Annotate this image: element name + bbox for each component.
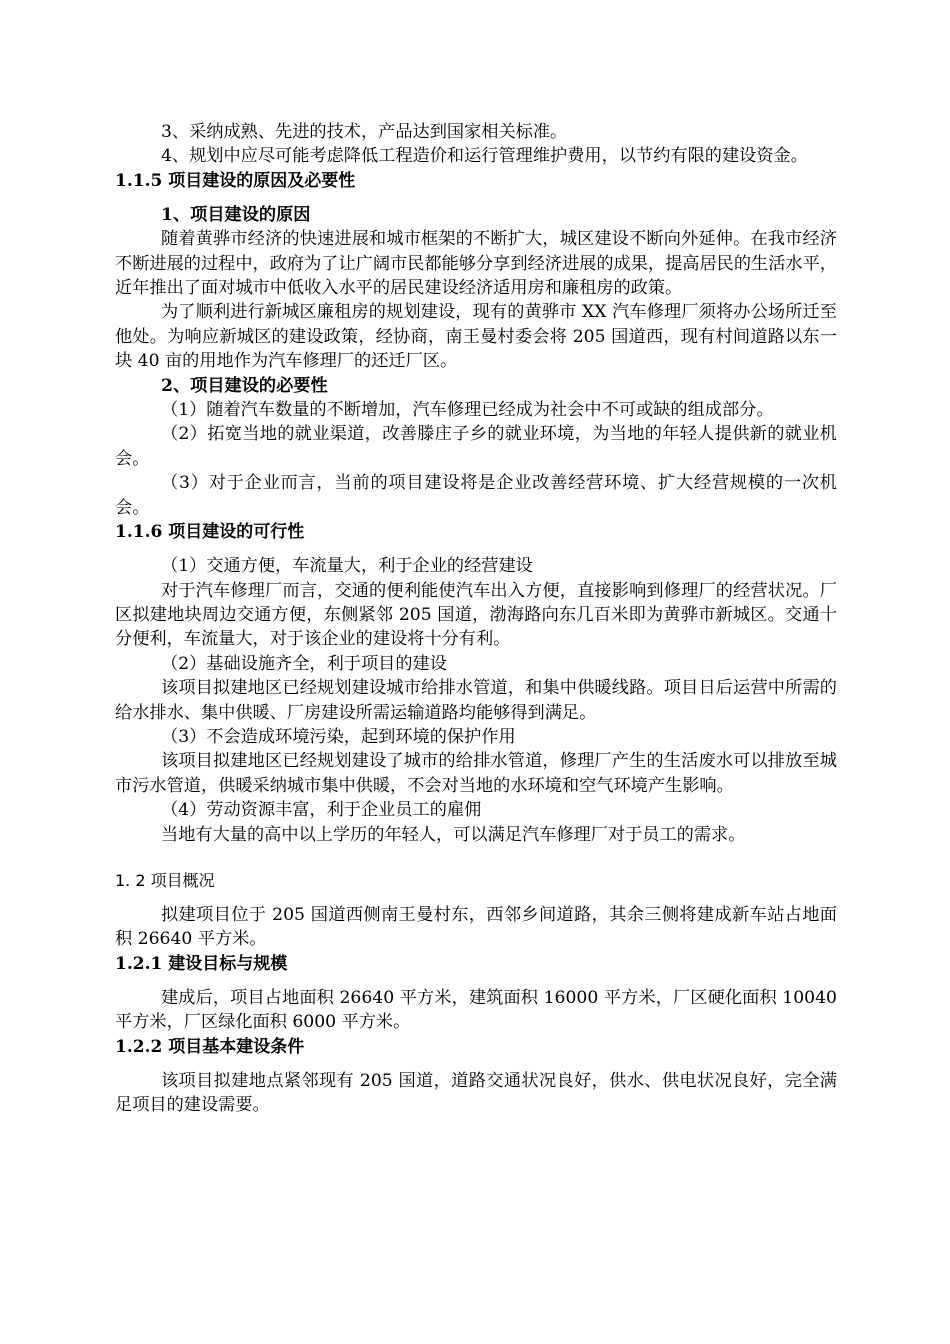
document-page (115, 120, 837, 1117)
necessity-item-2: （2）拓宽当地的就业渠道，改善滕庄子乡的就业环境，为当地的年轻人提供新的就业机会。 (115, 424, 837, 469)
paragraph-reason-2: 为了顺利进行新城区廉租房的规划建设，现有的黄骅市 XX 汽车修理厂须将办公场所迁至他处。为响应新城区的建设政策，经协商，南王曼村委会将 205 国道西，现有村间道路以东一块 40 亩的用地作为汽车修理厂的还迁厂区。 (115, 302, 837, 372)
section-heading-1-2: 1. 2 项目概况 (115, 870, 215, 890)
overview-paragraph: 拟建项目位于 205 国道西侧南王曼村东，西邻乡间道路，其余三侧将建成新车站占地面积 26640 平方米。 (115, 904, 837, 950)
feasibility-item-2-title: （2）基础设施齐全，利于项目的建设 (161, 653, 447, 674)
feasibility-item-2-body: 该项目拟建地区已经规划建设城市给排水管道，和集中供暖线路。项目日后运营中所需的给水排水、集中供暖、厂房建设所需运输道路均能够得到满足。 (115, 678, 837, 723)
list-item-3: 3、采纳成熟、先进的技术，产品达到国家相关标准。 (161, 122, 568, 142)
feasibility-item-3-title: （3）不会造成环境污染，起到环境的保护作用 (161, 726, 516, 747)
necessity-item-3: （3）对于企业而言，当前的项目建设将是企业改善经营环境、扩大经营规模的一次机会。 (115, 473, 837, 518)
section-heading-1-1-6: 1.1.6 项目建设的可行性 (115, 522, 305, 543)
feasibility-item-4-body: 当地有大量的高中以上学历的年轻人，可以满足汽车修理厂对于员工的需求。 (161, 824, 746, 845)
feasibility-item-1-body: 对于汽车修理厂而言，交通的便利能使汽车出入方便，直接影响到修理厂的经营状况。厂区拟建地块周边交通方便，东侧紧邻 205 国道，渤海路向东几百米即为黄骅市新城区。交通十分便利，车流量大，对于该企业的建设将十分有利。 (115, 580, 837, 650)
goal-paragraph: 建成后，项目占地面积 26640 平方米，建筑面积 16000 平方米，厂区硬化面积 10040 平方米，厂区绿化面积 6000 平方米。 (115, 987, 837, 1033)
necessity-item-1: （1）随着汽车数量的不断增加，汽车修理已经成为社会中不可或缺的组成部分。 (161, 400, 774, 421)
feasibility-item-4-title: （4）劳动资源丰富，利于企业员工的雇佣 (161, 800, 482, 821)
paragraph-reason-1: 随着黄骅市经济的快速进展和城市框架的不断扩大，城区建设不断向外延伸。在我市经济不断进展的过程中，政府为了让广阔市民都能够分享到经济进展的成果，提高居民的生活水平，近年推出了面对城市中低收入水平的居民建设经济适用房和廉租房的政策。 (115, 229, 837, 299)
subheading-necessity: 2、项目建设的必要性 (161, 375, 328, 396)
subheading-reason: 1、项目建设的原因 (161, 204, 311, 225)
list-item-4: 4、规划中应尽可能考虑降低工程造价和运行管理维护费用，以节约有限的建设资金。 (161, 146, 808, 167)
feasibility-item-3-body: 该项目拟建地区已经规划建设了城市的给排水管道，修理厂产生的生活废水可以排放至城市污水管道，供暖采纳城市集中供暖，不会对当地的水环境和空气环境产生影响。 (115, 751, 837, 796)
section-heading-1-2-1: 1.2.1 建设目标与规模 (115, 953, 288, 974)
section-heading-1-2-2: 1.2.2 项目基本建设条件 (115, 1036, 305, 1057)
feasibility-item-1-title: （1）交通方便，车流量大，利于企业的经营建设 (161, 556, 533, 577)
section-heading-1-1-5: 1.1.5 项目建设的原因及必要性 (115, 170, 356, 191)
conditions-paragraph: 该项目拟建地点紧邻现有 205 国道，道路交通状况良好，供水、供电状况良好，完全满足项目的建设需要。 (115, 1070, 837, 1115)
